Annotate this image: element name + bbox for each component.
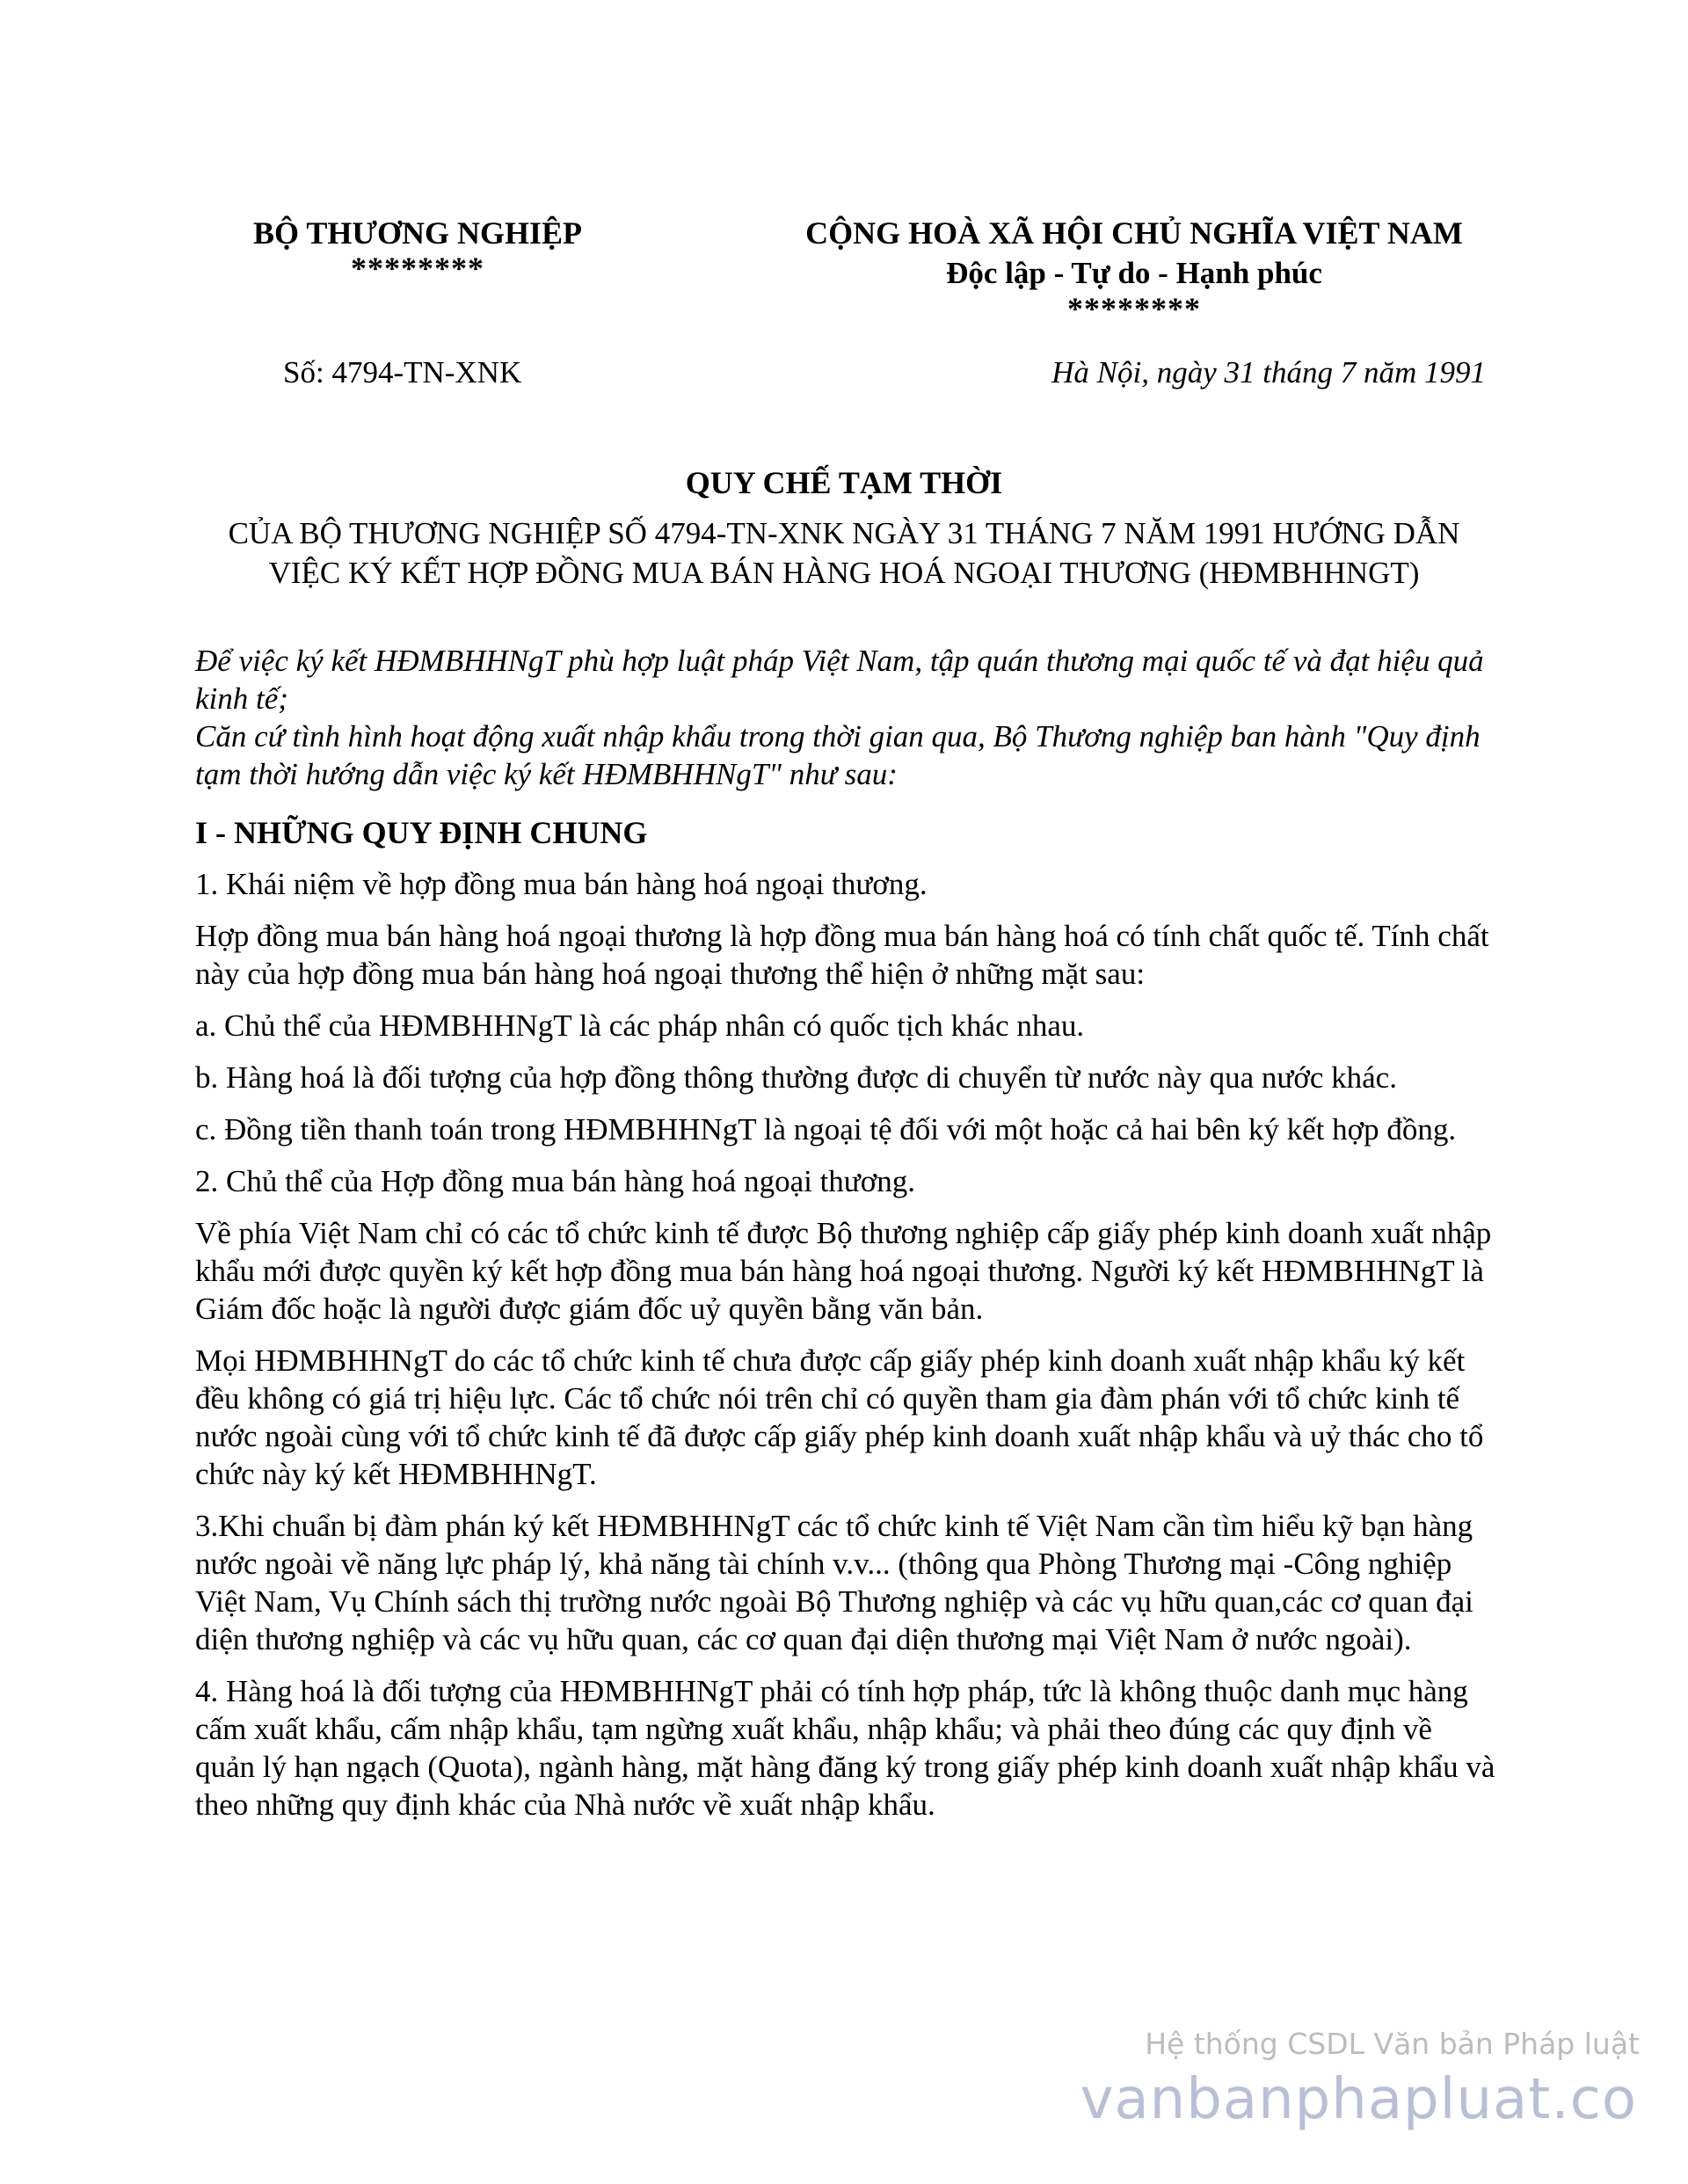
intro-paragraph: Căn cứ tình hình hoạt động xuất nhập khẩu trong thời gian qua, Bộ Thương nghiệp ban hành "Quy định tạm thời hướng dẫn việc ký kết HĐMBHHNgT" như sau: bbox=[195, 719, 1481, 791]
agency-separator: ******** bbox=[351, 251, 484, 286]
body-paragraph: Về phía Việt Nam chỉ có các tổ chức kinh tế được Bộ thương nghiệp cấp giấy phép kinh doanh xuất nhập khẩu mới được quyền ký kết hợp đồng mua bán hàng hoá ngoại thương. Người ký kết HĐMBHHNgT là Giám đốc hoặc là người được giám đốc uỷ quyền bằng văn bản. bbox=[195, 1216, 1492, 1326]
country-name: CỘNG HOÀ XÃ HỘI CHỦ NGHĨA VIỆT NAM bbox=[805, 215, 1463, 251]
national-motto-block bbox=[686, 213, 1582, 324]
body-paragraph: Mọi HĐMBHHNgT do các tổ chức kinh tế chưa được cấp giấy phép kinh doanh xuất nhập khẩu ký kết đều không có giá trị hiệu lực. Các tổ chức nói trên chỉ có quyền tham gia đàm phán với tổ chức kinh tế nước ngoài cùng với tổ chức kinh tế đã được cấp giấy phép kinh doanh xuất nhập khẩu và uỷ thác cho tổ chức này ký kết HĐMBHHNgT. bbox=[195, 1343, 1484, 1491]
document-number: Số: 4794-TN-XNK bbox=[283, 355, 522, 389]
document-body bbox=[195, 642, 1496, 1838]
body-paragraph: 2. Chủ thể của Hợp đồng mua bán hàng hoá ngoại thương. bbox=[195, 1164, 916, 1198]
motto: Độc lập - Tự do - Hạnh phúc bbox=[946, 256, 1322, 290]
body-paragraph: Hợp đồng mua bán hàng hoá ngoại thương là hợp đồng mua bán hàng hoá có tính chất quốc tế. Tính chất này của hợp đồng mua bán hàng hoá ngoại thương thể hiện ở những mặt sau: bbox=[195, 919, 1489, 991]
issuing-agency-block bbox=[220, 213, 615, 286]
body-paragraph: 4. Hàng hoá là đối tượng của HĐMBHHNgT phải có tính hợp pháp, tức là không thuộc danh mục hàng cấm xuất khẩu, cấm nhập khẩu, tạm ngừng xuất khẩu, nhập khẩu; và phải theo đúng các quy định về quản lý hạn ngạch (Quota), ngành hàng, mặt hàng đăng ký trong giấy phép kinh doanh xuất nhập khẩu và theo những quy định khác của Nhà nước về xuất nhập khẩu. bbox=[195, 1674, 1495, 1822]
document-title: QUY CHẾ TẠM THỜI bbox=[685, 465, 1003, 500]
intro-paragraph: Để việc ký kết HĐMBHHNgT phù hợp luật pháp Việt Nam, tập quán thương mại quốc tế và đạt hiệu quả kinh tế; bbox=[195, 644, 1484, 716]
document-subtitle: CỦA BỘ THƯƠNG NGHIỆP SỐ 4794-TN-XNK NGÀY 31 THÁNG 7 NĂM 1991 HƯỚNG DẪN VIỆC KÝ KẾT HỢP ĐỒNG MUA BÁN HÀNG HOÁ NGOẠI THƯƠNG (HĐMBHHNGT) bbox=[228, 516, 1460, 590]
body-paragraph: c. Đồng tiền thanh toán trong HĐMBHHNgT là ngoại tệ đối với một hoặc cả hai bên ký kết hợp đồng. bbox=[195, 1112, 1457, 1147]
body-paragraph: 1. Khái niệm về hợp đồng mua bán hàng hoá ngoại thương. bbox=[195, 867, 928, 901]
body-paragraph: b. Hàng hoá là đối tượng của hợp đồng thông thường được di chuyển từ nước này qua nước khác. bbox=[195, 1060, 1397, 1095]
body-paragraph: 3.Khi chuẩn bị đàm phán ký kết HĐMBHHNgT các tổ chức kinh tế Việt Nam cần tìm hiểu kỹ bạn hàng nước ngoài về năng lực pháp lý, khả năng tài chính v.v... (thông qua Phòng Thương mại -Công nghiệp Việt Nam, Vụ Chính sách thị trường nước ngoài Bộ Thương nghiệp và các vụ hữu quan,các cơ quan đại diện thương nghiệp và các vụ hữu quan, các cơ quan đại diện thương mại Việt Nam ở nước ngoài). bbox=[195, 1509, 1473, 1656]
body-paragraph: a. Chủ thể của HĐMBHHNgT là các pháp nhân có quốc tịch khác nhau. bbox=[195, 1008, 1085, 1043]
watermark-site: vanbanphapluat.co bbox=[1080, 2067, 1637, 2132]
watermark-caption: Hệ thống CSDL Văn bản Pháp luật bbox=[1145, 2027, 1640, 2061]
issuing-agency: BỘ THƯƠNG NGHIỆP bbox=[252, 215, 583, 251]
motto-separator: ******** bbox=[1067, 291, 1201, 326]
section-heading: I - NHỮNG QUY ĐỊNH CHUNG bbox=[195, 815, 648, 850]
place-and-date: Hà Nội, ngày 31 tháng 7 năm 1991 bbox=[1051, 355, 1486, 389]
